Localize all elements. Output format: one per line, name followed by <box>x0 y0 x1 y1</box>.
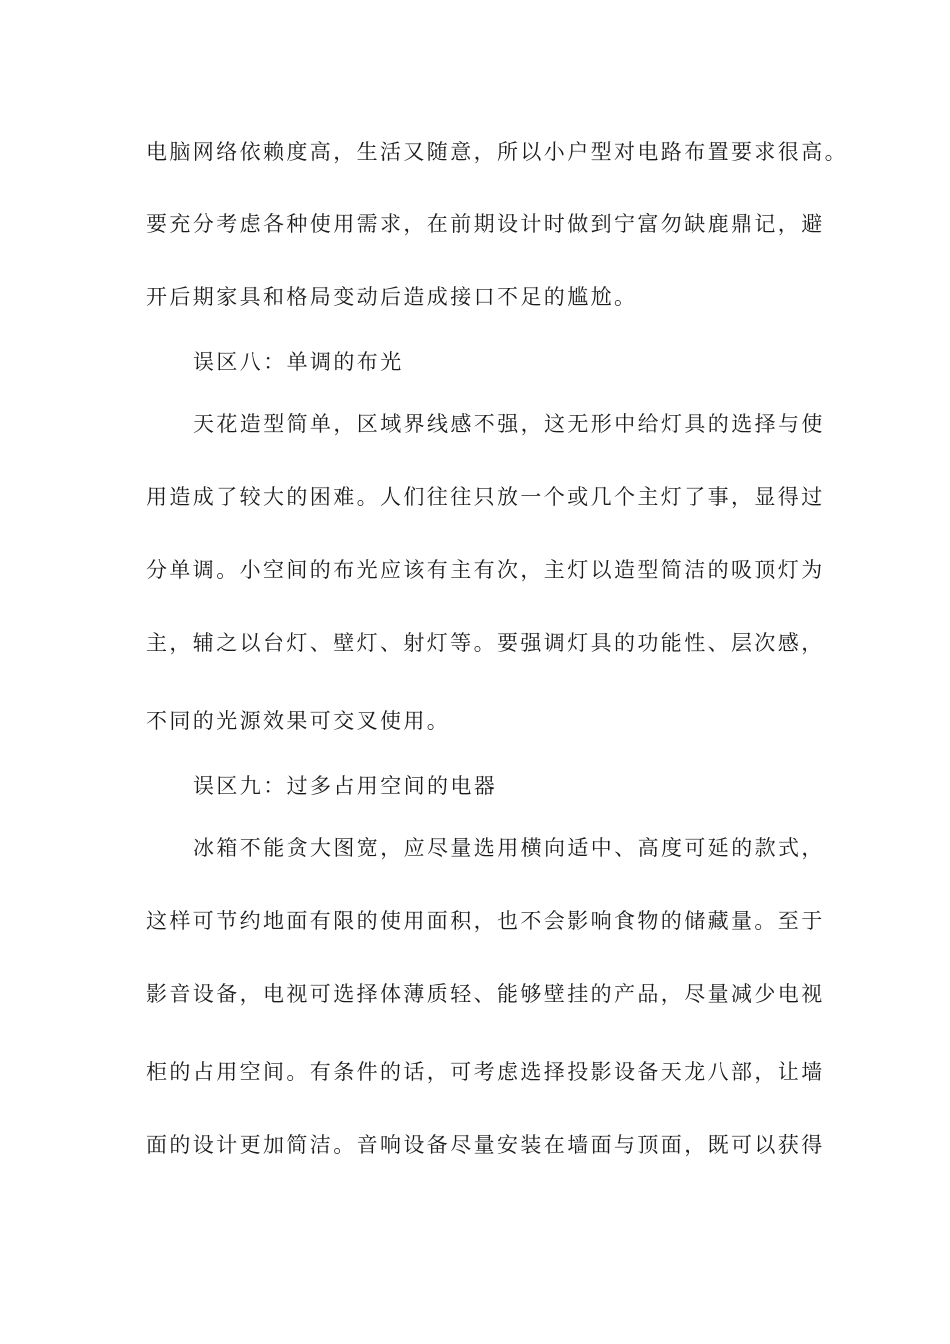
paragraph-line-6: 分单调。小空间的布光应该有主有次，主灯以造型简洁的吸顶灯为 <box>146 558 825 582</box>
section-heading-9: 误区九：过多占用空间的电器 <box>193 774 498 798</box>
paragraph-line-10: 这样可节约地面有限的使用面积，也不会影响食物的储藏量。至于 <box>146 909 825 933</box>
paragraph-line-9: 冰箱不能贪大图宽，应尽量选用横向适中、高度可延的款式， <box>193 836 825 860</box>
paragraph-line-12: 柜的占用空间。有条件的话，可考虑选择投影设备天龙八部，让墙 <box>146 1060 825 1084</box>
paragraph-line-1: 电脑网络依赖度高，生活又随意，所以小户型对电路布置要求很高。 <box>146 140 848 164</box>
paragraph-line-3: 开后期家具和格局变动后造成接口不足的尴尬。 <box>146 285 638 309</box>
paragraph-line-8: 不同的光源效果可交叉使用。 <box>146 709 451 733</box>
paragraph-line-11: 影音设备，电视可选择体薄质轻、能够壁挂的产品，尽量减少电视 <box>146 982 825 1006</box>
paragraph-line-13: 面的设计更加简洁。音响设备尽量安装在墙面与顶面，既可以获得 <box>146 1133 825 1157</box>
section-heading-8: 误区八：单调的布光 <box>193 350 404 374</box>
paragraph-line-2: 要充分考虑各种使用需求，在前期设计时做到宁富勿缺鹿鼎记，避 <box>146 212 825 236</box>
paragraph-line-5: 用造成了较大的困难。人们往往只放一个或几个主灯了事，显得过 <box>146 485 825 509</box>
paragraph-line-7: 主，辅之以台灯、壁灯、射灯等。要强调灯具的功能性、层次感， <box>146 631 825 655</box>
paragraph-line-4: 天花造型简单，区域界线感不强，这无形中给灯具的选择与使 <box>193 412 825 436</box>
